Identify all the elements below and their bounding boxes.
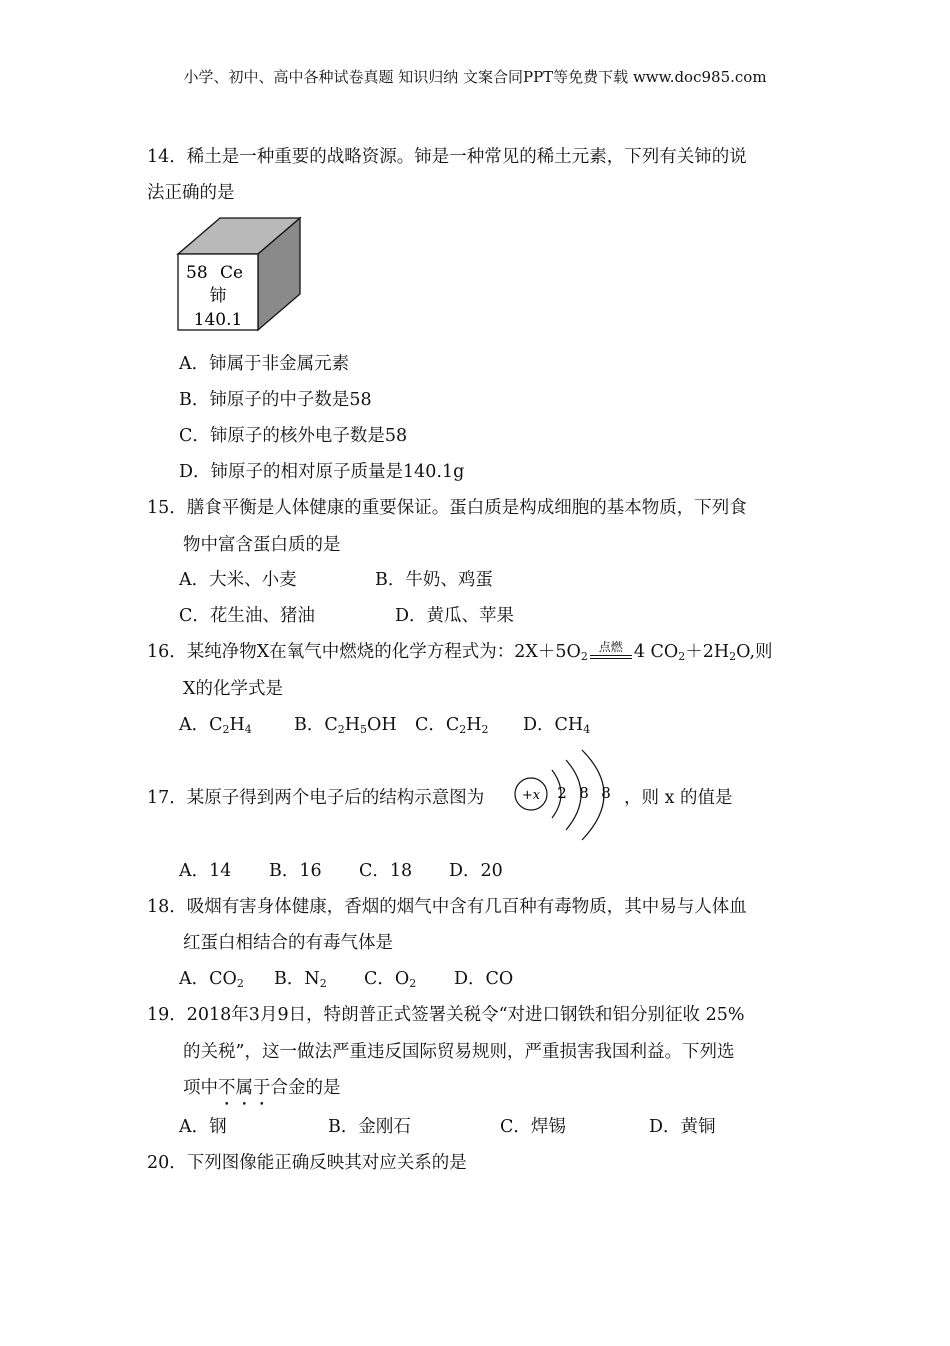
- q16-stem-line1: 16．某纯净物X在氧气中燃烧的化学方程式为：$2X+5O_2$ 点燃 4 $CO_2+2H_2O$,则: [147, 641, 773, 668]
- q19-stem-line3: 项中不属于合金的是: [183, 1078, 341, 1098]
- q19-option-b: B．金刚石: [328, 1117, 411, 1137]
- q18-option-d: D．CO: [454, 969, 514, 989]
- element-mass: 140.1: [193, 310, 243, 330]
- q19-option-d: D．黄铜: [649, 1117, 716, 1137]
- emphasis-char: 不: [218, 1078, 236, 1098]
- q17-stem-prefix: 17．某原子得到两个电子后的结构示意图为: [147, 788, 485, 808]
- ion-structure-diagram: [508, 748, 620, 848]
- q14-option-c: C．铈原子的核外电子数是58: [179, 426, 408, 446]
- q17-option-a: A．14: [179, 861, 232, 881]
- emphasis-char: 于: [253, 1078, 271, 1098]
- q14-stem-line2: 法正确的是: [147, 183, 235, 203]
- emphasis-char: 属: [235, 1078, 253, 1098]
- q16-option-a: A．$C_2H_4$: [179, 715, 252, 736]
- q16-option-c: C．$C_2H_2$: [415, 715, 489, 736]
- reaction-condition: 点燃: [598, 639, 623, 654]
- q15-stem-line1: 15．膳食平衡是人体健康的重要保证。蛋白质是构成细胞的基本物质，下列食: [147, 498, 747, 518]
- nucleus-label: +x: [521, 788, 541, 803]
- reaction-arrow: [588, 639, 634, 664]
- q15-stem-line2: 物中富含蛋白质的是: [183, 535, 341, 555]
- q18-option-a: A．$CO_2$: [179, 969, 244, 990]
- q16-option-d: D．$CH_4$: [523, 715, 591, 736]
- q15-option-d: D．黄瓜、苹果: [395, 606, 515, 626]
- q17-option-b: B．16: [269, 861, 322, 881]
- page-header: 小学、初中、高中各种试卷真题 知识归纳 文案合同PPT等免费下载 www.doc985.com: [183, 68, 767, 86]
- element-cell-cerium: [172, 216, 304, 334]
- q19-option-c: C．焊锡: [500, 1117, 566, 1137]
- q19-stem-line2: 的关税”，这一做法严重违反国际贸易规则，严重损害我国利益。下列选: [183, 1042, 735, 1062]
- q15-option-c: C．花生油、猪油: [179, 606, 315, 626]
- q15-option-a: A．大米、小麦: [179, 570, 297, 590]
- element-symbol: Ce: [220, 263, 244, 283]
- q18-option-c: C．$O_2$: [364, 969, 417, 990]
- q14-stem-line1: 14．稀土是一种重要的战略资源。铈是一种常见的稀土元素，下列有关铈的说: [147, 147, 747, 167]
- q19-stem-line1: 19．2018年3月9日，特朗普正式签署关税令“对进口钢铁和铝分别征收 25%: [147, 1005, 745, 1025]
- q19-option-a: A．钢: [179, 1117, 227, 1137]
- q18-option-b: B．$N_2$: [274, 969, 327, 990]
- element-number: 58: [186, 263, 208, 283]
- q16-stem-line2: X的化学式是: [183, 679, 283, 699]
- shell-2-electrons: 8: [579, 784, 589, 802]
- q17-option-c: C．18: [359, 861, 413, 881]
- q18-stem-line1: 18．吸烟有害身体健康，香烟的烟气中含有几百种有毒物质，其中易与人体血: [147, 897, 747, 917]
- q17-stem-suffix: ，则 x 的值是: [624, 788, 733, 808]
- q16-option-b: B．$C_2H_5OH$: [294, 715, 397, 736]
- q14-option-b: B．铈原子的中子数是58: [179, 390, 372, 410]
- q14-option-d: D．铈原子的相对原子质量是140.1g: [179, 462, 465, 482]
- q14-option-a: A．铈属于非金属元素: [179, 354, 350, 374]
- q17-option-d: D．20: [449, 861, 503, 881]
- q15-option-b: B．牛奶、鸡蛋: [375, 570, 493, 590]
- element-name: 铈: [209, 286, 227, 306]
- shell-3-electrons: 8: [601, 784, 611, 802]
- q18-stem-line2: 红蛋白相结合的有毒气体是: [183, 933, 393, 953]
- q20-stem-line1: 20．下列图像能正确反映其对应关系的是: [147, 1153, 467, 1173]
- shell-1-electrons: 2: [557, 784, 567, 802]
